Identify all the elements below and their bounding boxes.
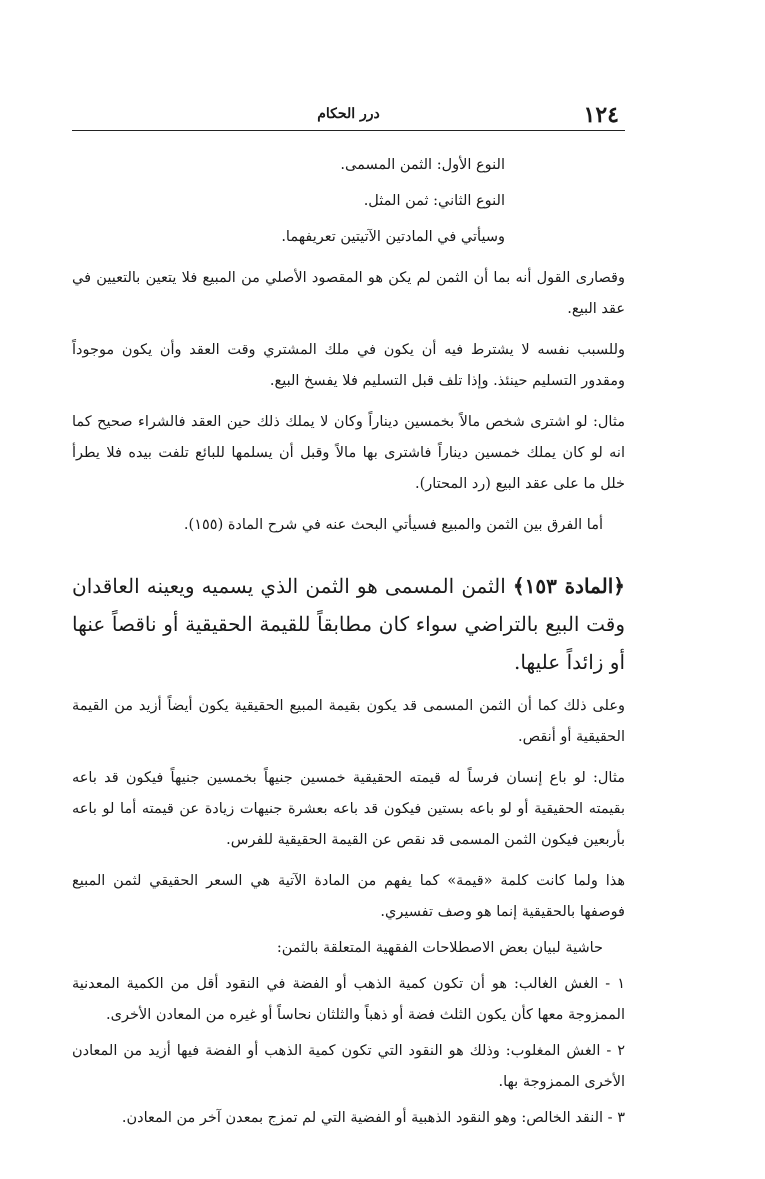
paragraph-footnote-heading: حاشية لبيان بعض الاصطلاحات الفقهية المتعلقة بالثمن: xyxy=(276,940,603,956)
paragraph-forthcoming: وسيأتي في المادتين الآتيتين تعريفهما. xyxy=(281,229,505,245)
page-number: ١٢٤ xyxy=(583,102,619,128)
paragraph-accordingly: وعلى ذلك كما أن الثمن المسمى قد يكون بقيمة المبيع الحقيقية يكون أيضاً أزيد من القيمة الحقيقية أو أنقص. xyxy=(72,698,625,745)
list-item-1: ١ - الغش الغالب: هو أن تكون كمية الذهب أو الفضة في النقود أقل من الكمية المعدنية الممزوجة معها كأن يكون الثلث فضة أو ذهباً والثلثان نحاساً أو غيره من المعادن الأخرى. xyxy=(72,976,625,1023)
paragraph-reason: وللسبب نفسه لا يشترط فيه أن يكون في ملك المشتري وقت العقد وأن يكون موجوداً ومقدور التسليم حينئذ. وإذا تلف قبل التسليم فلا يفسخ البيع. xyxy=(72,342,625,389)
paragraph-example-2: مثال: لو باع إنسان فرساً له قيمته الحقيقية خمسين جنيهاً بخمسين جنيهاً فيكون قد باعه بقيمته الحقيقية أو لو باعه بستين فيكون قد باعه بعشرة جنيهات زيادة عن قيمته أما لو باعه بأربعين فيكون الثمن المسمى قد نقص عن القيمة الحقيقية للفرس. xyxy=(72,770,625,848)
running-title: درر الحكام xyxy=(317,106,380,122)
paragraph-type-two: النوع الثاني: ثمن المثل. xyxy=(363,193,505,209)
paragraph-type-one: النوع الأول: الثمن المسمى. xyxy=(340,157,505,173)
paragraph-value-word: هذا ولما كانت كلمة «قيمة» كما يفهم من المادة الآتية هي السعر الحقيقي لثمن المبيع فوصفها بالحقيقية إنما هو وصف تفسيري. xyxy=(72,873,625,920)
paragraph-example-1: مثال: لو اشترى شخص مالاً بخمسين ديناراً وكان لا يملك ذلك حين العقد فالشراء صحيح كما انه لو كان يملك خمسين ديناراً فاشترى بها مالاً وقبل أن يسلمها للبائع تلفت بيده فلا يطرأ خلل ما على عقد البيع (رد المحتار). xyxy=(72,414,625,492)
page-content xyxy=(72,150,625,1134)
article-text: الثمن المسمى هو الثمن الذي يسميه ويعينه العاقدان وقت البيع بالتراضي سواء كان مطابقاً للقيمة الحقيقية أو ناقصاً عنها أو زائداً عليها. xyxy=(72,574,625,674)
list-item-3: ٣ - النقد الخالص: وهو النقود الذهبية أو الفضية التي لم تمزج بمعدن آخر من المعادن. xyxy=(121,1110,625,1126)
paragraph-summary: وقصارى القول أنه بما أن الثمن لم يكن هو المقصود الأصلي من المبيع فلا يتعين بالتعيين في عقد البيع. xyxy=(72,270,625,317)
book-page xyxy=(72,0,625,1179)
article-153 xyxy=(72,567,625,681)
page-header xyxy=(72,100,625,131)
article-label: ﴿المادة ١٥٣﴾ xyxy=(512,574,625,598)
paragraph-difference: أما الفرق بين الثمن والمبيع فسيأتي البحث عنه في شرح المادة (١٥٥). xyxy=(183,517,603,533)
list-item-2: ٢ - الغش المغلوب: وذلك هو النقود التي تكون كمية الذهب أو الفضة فيها أزيد من المعادن الأخرى الممزوجة بها. xyxy=(72,1043,625,1090)
